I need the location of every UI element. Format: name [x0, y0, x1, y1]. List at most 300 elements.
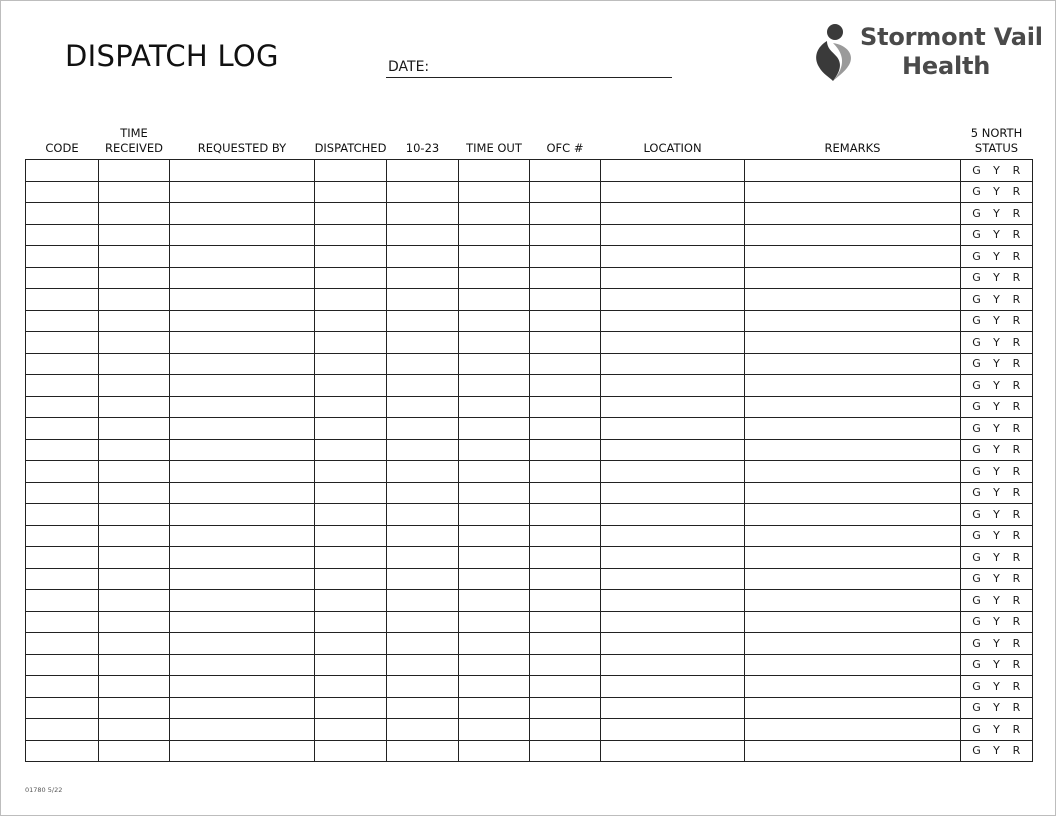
status-option-g[interactable]: G [972, 421, 981, 435]
col-code-cell[interactable] [26, 676, 99, 698]
status-option-g[interactable]: G [972, 701, 981, 715]
status-option-y[interactable]: Y [993, 572, 1000, 586]
col-10-23-cell[interactable] [387, 504, 459, 526]
col-location-cell[interactable] [601, 611, 745, 633]
col-ofc-number-cell[interactable] [530, 418, 601, 440]
col-remarks-cell[interactable] [745, 654, 961, 676]
status-option-r[interactable]: R [1012, 572, 1021, 586]
col-code-cell[interactable] [26, 160, 99, 182]
col-remarks-cell[interactable] [745, 482, 961, 504]
col-requested-by-cell[interactable] [170, 267, 315, 289]
col-location-cell[interactable] [601, 439, 745, 461]
status-option-g[interactable]: G [972, 335, 981, 349]
col-code-cell[interactable] [26, 353, 99, 375]
col-remarks-cell[interactable] [745, 611, 961, 633]
status-option-y[interactable]: Y [993, 335, 1000, 349]
col-requested-by-cell[interactable] [170, 353, 315, 375]
col-10-23-cell[interactable] [387, 246, 459, 268]
col-ofc-number-cell[interactable] [530, 482, 601, 504]
col-10-23-cell[interactable] [387, 697, 459, 719]
col-location-cell[interactable] [601, 482, 745, 504]
status-option-y[interactable]: Y [993, 206, 1000, 220]
col-ofc-number-cell[interactable] [530, 697, 601, 719]
status-option-g[interactable]: G [972, 615, 981, 629]
col-code-cell[interactable] [26, 396, 99, 418]
status-option-y[interactable]: Y [993, 464, 1000, 478]
status-option-g[interactable]: G [972, 636, 981, 650]
col-10-23-cell[interactable] [387, 375, 459, 397]
col-time-out-cell[interactable] [459, 611, 530, 633]
col-location-cell[interactable] [601, 568, 745, 590]
col-requested-by-cell[interactable] [170, 181, 315, 203]
col-requested-by-cell[interactable] [170, 590, 315, 612]
col-time-received-cell[interactable] [99, 590, 170, 612]
col-time-received-cell[interactable] [99, 375, 170, 397]
col-code-cell[interactable] [26, 181, 99, 203]
col-time-out-cell[interactable] [459, 676, 530, 698]
col-location-cell[interactable] [601, 181, 745, 203]
col-time-received-cell[interactable] [99, 482, 170, 504]
col-requested-by-cell[interactable] [170, 461, 315, 483]
status-option-g[interactable]: G [972, 249, 981, 263]
col-code-cell[interactable] [26, 418, 99, 440]
col-ofc-number-cell[interactable] [530, 611, 601, 633]
col-time-received-cell[interactable] [99, 353, 170, 375]
status-option-r[interactable]: R [1012, 357, 1021, 371]
col-dispatched-cell[interactable] [315, 504, 387, 526]
status-option-y[interactable]: Y [993, 701, 1000, 715]
col-remarks-cell[interactable] [745, 289, 961, 311]
col-ofc-number-cell[interactable] [530, 461, 601, 483]
col-dispatched-cell[interactable] [315, 418, 387, 440]
status-option-g[interactable]: G [972, 206, 981, 220]
col-time-received-cell[interactable] [99, 246, 170, 268]
col-dispatched-cell[interactable] [315, 697, 387, 719]
status-option-r[interactable]: R [1012, 271, 1021, 285]
col-location-cell[interactable] [601, 396, 745, 418]
col-requested-by-cell[interactable] [170, 160, 315, 182]
col-location-cell[interactable] [601, 418, 745, 440]
status-option-g[interactable]: G [972, 357, 981, 371]
col-location-cell[interactable] [601, 547, 745, 569]
col-time-out-cell[interactable] [459, 633, 530, 655]
status-option-r[interactable]: R [1012, 701, 1021, 715]
col-time-out-cell[interactable] [459, 654, 530, 676]
col-ofc-number-cell[interactable] [530, 568, 601, 590]
col-10-23-cell[interactable] [387, 418, 459, 440]
status-option-y[interactable]: Y [993, 163, 1000, 177]
col-10-23-cell[interactable] [387, 332, 459, 354]
col-code-cell[interactable] [26, 289, 99, 311]
col-dispatched-cell[interactable] [315, 289, 387, 311]
col-code-cell[interactable] [26, 590, 99, 612]
col-dispatched-cell[interactable] [315, 224, 387, 246]
col-10-23-cell[interactable] [387, 461, 459, 483]
col-time-received-cell[interactable] [99, 676, 170, 698]
status-option-r[interactable]: R [1012, 615, 1021, 629]
col-time-received-cell[interactable] [99, 740, 170, 762]
col-code-cell[interactable] [26, 697, 99, 719]
col-location-cell[interactable] [601, 267, 745, 289]
col-ofc-number-cell[interactable] [530, 590, 601, 612]
col-dispatched-cell[interactable] [315, 676, 387, 698]
status-option-y[interactable]: Y [993, 679, 1000, 693]
status-option-y[interactable]: Y [993, 314, 1000, 328]
col-dispatched-cell[interactable] [315, 654, 387, 676]
col-ofc-number-cell[interactable] [530, 203, 601, 225]
status-option-r[interactable]: R [1012, 314, 1021, 328]
col-dispatched-cell[interactable] [315, 160, 387, 182]
col-requested-by-cell[interactable] [170, 332, 315, 354]
col-10-23-cell[interactable] [387, 289, 459, 311]
col-dispatched-cell[interactable] [315, 181, 387, 203]
col-location-cell[interactable] [601, 353, 745, 375]
col-time-out-cell[interactable] [459, 310, 530, 332]
col-requested-by-cell[interactable] [170, 719, 315, 741]
col-dispatched-cell[interactable] [315, 482, 387, 504]
status-option-r[interactable]: R [1012, 464, 1021, 478]
col-time-received-cell[interactable] [99, 719, 170, 741]
col-time-received-cell[interactable] [99, 267, 170, 289]
col-time-out-cell[interactable] [459, 504, 530, 526]
col-code-cell[interactable] [26, 203, 99, 225]
col-dispatched-cell[interactable] [315, 375, 387, 397]
status-option-y[interactable]: Y [993, 421, 1000, 435]
status-option-r[interactable]: R [1012, 163, 1021, 177]
col-10-23-cell[interactable] [387, 439, 459, 461]
col-time-received-cell[interactable] [99, 418, 170, 440]
col-location-cell[interactable] [601, 203, 745, 225]
col-requested-by-cell[interactable] [170, 633, 315, 655]
col-ofc-number-cell[interactable] [530, 504, 601, 526]
col-location-cell[interactable] [601, 697, 745, 719]
status-option-r[interactable]: R [1012, 206, 1021, 220]
status-option-g[interactable]: G [972, 185, 981, 199]
col-time-out-cell[interactable] [459, 547, 530, 569]
col-dispatched-cell[interactable] [315, 740, 387, 762]
status-option-g[interactable]: G [972, 529, 981, 543]
status-option-y[interactable]: Y [993, 658, 1000, 672]
col-time-out-cell[interactable] [459, 353, 530, 375]
col-requested-by-cell[interactable] [170, 375, 315, 397]
status-option-y[interactable]: Y [993, 271, 1000, 285]
col-requested-by-cell[interactable] [170, 740, 315, 762]
status-option-g[interactable]: G [972, 400, 981, 414]
col-remarks-cell[interactable] [745, 547, 961, 569]
status-option-y[interactable]: Y [993, 378, 1000, 392]
col-dispatched-cell[interactable] [315, 310, 387, 332]
col-time-out-cell[interactable] [459, 203, 530, 225]
col-time-out-cell[interactable] [459, 418, 530, 440]
col-location-cell[interactable] [601, 246, 745, 268]
col-ofc-number-cell[interactable] [530, 224, 601, 246]
col-ofc-number-cell[interactable] [530, 181, 601, 203]
status-option-g[interactable]: G [972, 163, 981, 177]
col-remarks-cell[interactable] [745, 633, 961, 655]
col-dispatched-cell[interactable] [315, 547, 387, 569]
col-code-cell[interactable] [26, 740, 99, 762]
col-time-received-cell[interactable] [99, 181, 170, 203]
col-10-23-cell[interactable] [387, 160, 459, 182]
col-dispatched-cell[interactable] [315, 525, 387, 547]
col-ofc-number-cell[interactable] [530, 160, 601, 182]
status-option-r[interactable]: R [1012, 507, 1021, 521]
col-10-23-cell[interactable] [387, 654, 459, 676]
col-ofc-number-cell[interactable] [530, 396, 601, 418]
col-time-received-cell[interactable] [99, 611, 170, 633]
col-code-cell[interactable] [26, 568, 99, 590]
col-remarks-cell[interactable] [745, 332, 961, 354]
col-code-cell[interactable] [26, 246, 99, 268]
col-ofc-number-cell[interactable] [530, 740, 601, 762]
col-dispatched-cell[interactable] [315, 568, 387, 590]
status-option-g[interactable]: G [972, 722, 981, 736]
status-option-r[interactable]: R [1012, 529, 1021, 543]
status-option-r[interactable]: R [1012, 679, 1021, 693]
col-code-cell[interactable] [26, 482, 99, 504]
col-ofc-number-cell[interactable] [530, 633, 601, 655]
col-time-received-cell[interactable] [99, 568, 170, 590]
col-location-cell[interactable] [601, 375, 745, 397]
status-option-g[interactable]: G [972, 679, 981, 693]
col-code-cell[interactable] [26, 310, 99, 332]
col-10-23-cell[interactable] [387, 719, 459, 741]
col-time-received-cell[interactable] [99, 439, 170, 461]
col-time-received-cell[interactable] [99, 633, 170, 655]
col-time-out-cell[interactable] [459, 525, 530, 547]
status-option-r[interactable]: R [1012, 228, 1021, 242]
col-time-received-cell[interactable] [99, 224, 170, 246]
col-requested-by-cell[interactable] [170, 504, 315, 526]
status-option-y[interactable]: Y [993, 507, 1000, 521]
col-time-received-cell[interactable] [99, 547, 170, 569]
col-time-out-cell[interactable] [459, 568, 530, 590]
col-location-cell[interactable] [601, 525, 745, 547]
status-option-r[interactable]: R [1012, 335, 1021, 349]
col-10-23-cell[interactable] [387, 396, 459, 418]
col-location-cell[interactable] [601, 461, 745, 483]
col-code-cell[interactable] [26, 611, 99, 633]
status-option-r[interactable]: R [1012, 658, 1021, 672]
col-requested-by-cell[interactable] [170, 310, 315, 332]
col-time-out-cell[interactable] [459, 396, 530, 418]
col-code-cell[interactable] [26, 224, 99, 246]
col-location-cell[interactable] [601, 160, 745, 182]
status-option-r[interactable]: R [1012, 593, 1021, 607]
col-time-out-cell[interactable] [459, 697, 530, 719]
col-remarks-cell[interactable] [745, 568, 961, 590]
status-option-g[interactable]: G [972, 378, 981, 392]
col-code-cell[interactable] [26, 525, 99, 547]
col-remarks-cell[interactable] [745, 719, 961, 741]
col-time-out-cell[interactable] [459, 160, 530, 182]
col-time-out-cell[interactable] [459, 332, 530, 354]
col-ofc-number-cell[interactable] [530, 676, 601, 698]
col-location-cell[interactable] [601, 289, 745, 311]
col-10-23-cell[interactable] [387, 568, 459, 590]
col-ofc-number-cell[interactable] [530, 525, 601, 547]
col-location-cell[interactable] [601, 504, 745, 526]
col-location-cell[interactable] [601, 590, 745, 612]
status-option-y[interactable]: Y [993, 228, 1000, 242]
col-10-23-cell[interactable] [387, 740, 459, 762]
col-dispatched-cell[interactable] [315, 267, 387, 289]
col-requested-by-cell[interactable] [170, 439, 315, 461]
col-time-received-cell[interactable] [99, 654, 170, 676]
col-requested-by-cell[interactable] [170, 396, 315, 418]
col-time-out-cell[interactable] [459, 267, 530, 289]
status-option-r[interactable]: R [1012, 421, 1021, 435]
col-remarks-cell[interactable] [745, 740, 961, 762]
col-dispatched-cell[interactable] [315, 203, 387, 225]
col-requested-by-cell[interactable] [170, 654, 315, 676]
col-requested-by-cell[interactable] [170, 676, 315, 698]
col-time-received-cell[interactable] [99, 332, 170, 354]
col-time-out-cell[interactable] [459, 740, 530, 762]
col-remarks-cell[interactable] [745, 181, 961, 203]
status-option-y[interactable]: Y [993, 443, 1000, 457]
col-remarks-cell[interactable] [745, 267, 961, 289]
col-remarks-cell[interactable] [745, 396, 961, 418]
status-option-y[interactable]: Y [993, 593, 1000, 607]
col-remarks-cell[interactable] [745, 353, 961, 375]
col-location-cell[interactable] [601, 719, 745, 741]
col-time-received-cell[interactable] [99, 697, 170, 719]
col-code-cell[interactable] [26, 547, 99, 569]
col-remarks-cell[interactable] [745, 310, 961, 332]
col-dispatched-cell[interactable] [315, 439, 387, 461]
col-remarks-cell[interactable] [745, 160, 961, 182]
col-code-cell[interactable] [26, 375, 99, 397]
status-option-g[interactable]: G [972, 507, 981, 521]
col-requested-by-cell[interactable] [170, 482, 315, 504]
col-dispatched-cell[interactable] [315, 719, 387, 741]
col-location-cell[interactable] [601, 224, 745, 246]
col-remarks-cell[interactable] [745, 504, 961, 526]
col-remarks-cell[interactable] [745, 224, 961, 246]
col-10-23-cell[interactable] [387, 547, 459, 569]
col-requested-by-cell[interactable] [170, 246, 315, 268]
date-field[interactable] [386, 58, 672, 78]
col-time-received-cell[interactable] [99, 160, 170, 182]
status-option-y[interactable]: Y [993, 486, 1000, 500]
col-dispatched-cell[interactable] [315, 396, 387, 418]
status-option-r[interactable]: R [1012, 249, 1021, 263]
col-ofc-number-cell[interactable] [530, 332, 601, 354]
col-dispatched-cell[interactable] [315, 246, 387, 268]
col-remarks-cell[interactable] [745, 375, 961, 397]
col-requested-by-cell[interactable] [170, 547, 315, 569]
col-time-out-cell[interactable] [459, 461, 530, 483]
col-time-received-cell[interactable] [99, 289, 170, 311]
col-ofc-number-cell[interactable] [530, 289, 601, 311]
status-option-y[interactable]: Y [993, 400, 1000, 414]
col-requested-by-cell[interactable] [170, 525, 315, 547]
col-dispatched-cell[interactable] [315, 353, 387, 375]
col-ofc-number-cell[interactable] [530, 310, 601, 332]
status-option-r[interactable]: R [1012, 443, 1021, 457]
col-requested-by-cell[interactable] [170, 289, 315, 311]
col-10-23-cell[interactable] [387, 611, 459, 633]
col-code-cell[interactable] [26, 461, 99, 483]
col-10-23-cell[interactable] [387, 590, 459, 612]
col-remarks-cell[interactable] [745, 525, 961, 547]
col-dispatched-cell[interactable] [315, 590, 387, 612]
status-option-g[interactable]: G [972, 271, 981, 285]
status-option-y[interactable]: Y [993, 249, 1000, 263]
col-code-cell[interactable] [26, 633, 99, 655]
col-code-cell[interactable] [26, 719, 99, 741]
col-requested-by-cell[interactable] [170, 697, 315, 719]
status-option-g[interactable]: G [972, 228, 981, 242]
col-time-received-cell[interactable] [99, 525, 170, 547]
col-requested-by-cell[interactable] [170, 224, 315, 246]
col-ofc-number-cell[interactable] [530, 353, 601, 375]
col-time-received-cell[interactable] [99, 504, 170, 526]
status-option-y[interactable]: Y [993, 722, 1000, 736]
status-option-g[interactable]: G [972, 593, 981, 607]
col-dispatched-cell[interactable] [315, 633, 387, 655]
col-time-out-cell[interactable] [459, 439, 530, 461]
status-option-y[interactable]: Y [993, 185, 1000, 199]
status-option-g[interactable]: G [972, 658, 981, 672]
status-option-y[interactable]: Y [993, 292, 1000, 306]
col-remarks-cell[interactable] [745, 246, 961, 268]
status-option-y[interactable]: Y [993, 550, 1000, 564]
col-requested-by-cell[interactable] [170, 203, 315, 225]
status-option-r[interactable]: R [1012, 550, 1021, 564]
col-location-cell[interactable] [601, 332, 745, 354]
col-10-23-cell[interactable] [387, 525, 459, 547]
col-code-cell[interactable] [26, 332, 99, 354]
status-option-r[interactable]: R [1012, 636, 1021, 650]
status-option-g[interactable]: G [972, 314, 981, 328]
col-time-out-cell[interactable] [459, 590, 530, 612]
status-option-g[interactable]: G [972, 443, 981, 457]
col-remarks-cell[interactable] [745, 697, 961, 719]
col-ofc-number-cell[interactable] [530, 375, 601, 397]
status-option-r[interactable]: R [1012, 486, 1021, 500]
col-code-cell[interactable] [26, 504, 99, 526]
status-option-r[interactable]: R [1012, 744, 1021, 758]
status-option-y[interactable]: Y [993, 357, 1000, 371]
col-location-cell[interactable] [601, 654, 745, 676]
col-location-cell[interactable] [601, 310, 745, 332]
col-time-received-cell[interactable] [99, 310, 170, 332]
col-10-23-cell[interactable] [387, 353, 459, 375]
status-option-g[interactable]: G [972, 572, 981, 586]
col-dispatched-cell[interactable] [315, 332, 387, 354]
status-option-g[interactable]: G [972, 292, 981, 306]
status-option-r[interactable]: R [1012, 185, 1021, 199]
col-code-cell[interactable] [26, 267, 99, 289]
col-requested-by-cell[interactable] [170, 611, 315, 633]
col-ofc-number-cell[interactable] [530, 547, 601, 569]
col-time-out-cell[interactable] [459, 375, 530, 397]
col-code-cell[interactable] [26, 654, 99, 676]
col-remarks-cell[interactable] [745, 590, 961, 612]
col-10-23-cell[interactable] [387, 224, 459, 246]
col-10-23-cell[interactable] [387, 482, 459, 504]
col-remarks-cell[interactable] [745, 439, 961, 461]
status-option-y[interactable]: Y [993, 529, 1000, 543]
status-option-r[interactable]: R [1012, 292, 1021, 306]
col-time-out-cell[interactable] [459, 482, 530, 504]
col-time-received-cell[interactable] [99, 396, 170, 418]
col-code-cell[interactable] [26, 439, 99, 461]
status-option-g[interactable]: G [972, 550, 981, 564]
status-option-g[interactable]: G [972, 486, 981, 500]
